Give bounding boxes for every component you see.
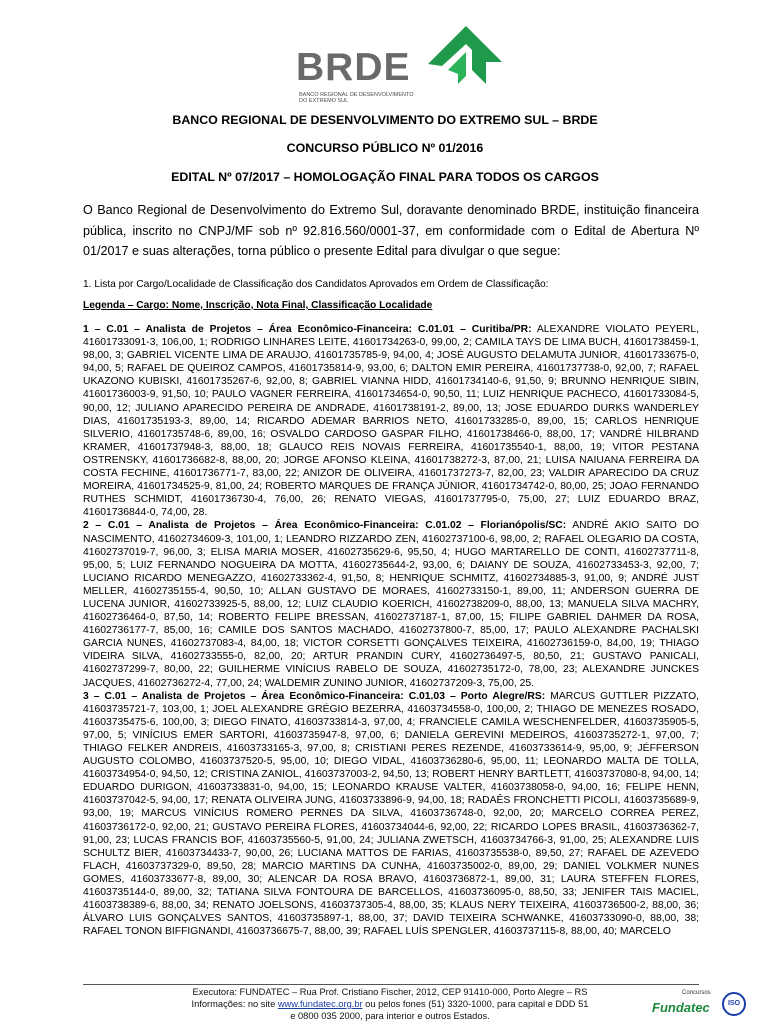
logo-subtitle-line1: BANCO REGIONAL DE DESENVOLVIMENTO	[299, 92, 414, 98]
section-title: 1. Lista por Cargo/Localidade de Classificação dos Candidatos Aprovados em Ordem de Classificação:	[83, 279, 549, 290]
section-text: ANDRÉ AKIO SAITO DO NASCIMENTO, 41602734609-3, 101,00, 1; LEANDRO RIZZARDO ZEN, 41602737100-6, 98,00, 2; RAFAEL OLEGARIO DA COSTA, 41602737019-7, 96,00, 3; ELISA MARIA MOSER, 41602735629-6, 95,50, 4; HUGO MARTARELLO DE CONTI, 41602737711-8, 95,00, 5; LUIZ FERNANDO NOGUEIRA DA MOTTA, 41602735644-2, 93,00, 6; DAIANY DE SOUZA, 41602733453-3, 92,00, 7; LUCIANO RICARDO MENEGAZZO, 41602733362-4, 91,50, 8; HENRIQUE SCHMITZ, 41602734885-3, 91,00, 9; ANDRÉ JUST MELLER, 41602735155-4, 90,50, 10; ALLAN GUSTAVO DE MORAES, 41602733150-1, 89,00, 11; ANDERSON GUERRA DE LUCENA JUNIOR, 41602733925-5, 88,00, 12; LUIZ CLAUDIO KOERICH, 41602738209-0, 88,00, 13; MANUELA SILVA MACHRY, 41602736464-0, 87,50, 14; ROBERTO FELIPE BRESSAN, 41602737187-1, 87,00, 15; FILIPE GABRIEL DAHMER DA ROSA, 41602736177-7, 85,00, 16; CAMILE DOS SANTOS MACHADO, 41602737800-7, 85,00, 17; PAULO ALEXANDRE PACHALSKI GARCIA NUNES, 41602737083-4, 84,00, 18; VICTOR CORSETTI GONÇALVES TEIXEIRA, 41602736159-0, 84,00, 19; THIAGO VIDEIRA SILVA, 41602733555-0, 82,00, 20; ARTUR PRANDIN CURY, 41602736497-5, 80,50, 21; GUSTAVO PANICALI, 41602737299-7, 80,00, 22; GUILHERME VINÍCIUS RABELO DE SOUZA, 41602735172-0, 78,00, 23; ALEXANDRE JUNCKES JACQUES, 41602736272-4, 77,00, 24; WALDEMIR ZUNINO JUNIOR, 41602737209-3, 75,00, 25.	[83, 520, 699, 689]
fundatec-concursos-label: Concursos	[682, 990, 711, 996]
footer-divider	[83, 984, 699, 985]
footer-line3: e 0800 035 2000, para interior e outros Estados.	[290, 1011, 490, 1021]
legend: Legenda – Cargo: Nome, Inscrição, Nota Final, Classificação Localidade	[83, 300, 433, 311]
results-list	[83, 323, 699, 938]
logo-subtitle-line2: DO EXTREMO SUL	[299, 98, 349, 104]
fundatec-website-link[interactable]: www.fundatec.org.br	[277, 999, 363, 1009]
section-curitiba	[83, 323, 699, 519]
section-heading: 3 – C.01 – Analista de Projetos – Área Econômico-Financeira: C.01.03 – Porto Alegre/RS:	[83, 690, 546, 702]
footer-line1: Executora: FUNDATEC – Rua Prof. Cristiano Fischer, 2012, CEP 91410-000, Porto Alegre – RS	[192, 987, 588, 997]
footer-text: Informações: no site	[191, 999, 278, 1009]
section-porto-alegre	[83, 690, 699, 939]
logo-wordmark: BRDE	[296, 46, 411, 89]
brde-logo	[296, 26, 502, 108]
section-heading: 1 – C.01 – Analista de Projetos – Área Econômico-Financeira: C.01.01 – Curitiba/PR:	[83, 324, 532, 335]
concurso-title: CONCURSO PÚBLICO Nº 01/2016	[286, 141, 484, 155]
footer	[150, 986, 630, 1022]
section-text: MARCUS GUTTLER PIZZATO, 41603735721-7, 103,00, 1; JOEL ALEXANDRE GRÉGIO BEZERRA, 41603734558-0, 100,00, 2; THIAGO DE MENEZES ROSADO, 41603735475-6, 100,00, 3; DIEGO FINATO, 41603733814-3, 97,00, 4; FRANCIELE CAMILA WESCHENFELDER, 41603735905-5, 97,00, 5; VINÍCIUS EMER SARTORI, 41603735947-8, 97,00, 6; DANIELA GEREVINI MEDEIROS, 41603735272-1, 97,00, 7; THIAGO FELKER ANDREIS, 41603733165-3, 97,00, 8; CRISTIANI PERES REZENDE, 41603733614-9, 95,00, 9; JÉFFERSON AUGUSTO COLOMBO, 41603737520-5, 95,00, 10; DIEGO VIDAL, 41603736280-6, 95,00, 11; LEONARDO MALTA DE TOLLA, 41603734954-0, 94,50, 12; CRISTINA ZANIOL, 41603737003-2, 94,50, 13; ROBERT HENRY BARTLETT, 41603737080-8, 94,00, 14; EDUARDO DURIGON, 41603733831-0, 94,00, 15; LEONARDO KRAUSE VALTER, 41603738058-0, 94,00, 16; FELIPE HENN, 41603737042-5, 94,00, 17; RENATA OLIVEIRA JUNG, 41603733896-9, 94,00, 18; RADAÊS FRONCHETTI PICOLI, 41603735689-9, 93,00, 19; MARCUS VINÍCIUS ROMERO PERNES DA SILVA, 41603736748-0, 92,00, 20; MARCELO CORREA PEREZ, 41603736172-0, 92,00, 21; GUSTAVO PEREIRA FLORES, 41603734044-6, 92,00, 22; RICARDO LOPES BRASIL, 41603736362-7, 91,00, 23; LUCAS FRANCIS BOF, 41603735560-5, 91,00, 24; JULIANA ZWETSCH, 41603734766-3, 91,00, 25; ALEXANDRE LUIS SCHULTZ BIER, 41603734433-7, 90,00, 26; LUCIANA MATTOS DE FARIAS, 41603735538-0, 89,50, 27; RAFAEL DE AZEVEDO FLACH, 41603737329-0, 89,50, 28; MARCIO MARTINS DA CUNHA, 41603735002-0, 89,00, 29; DANIEL VOLKMER NUNES GOMES, 41603733677-8, 89,00, 30; ALENCAR DA ROSA BRAVO, 41603736872-1, 89,00, 31; LAURA STEFFEN FLORES, 41603735144-0, 89,00, 32; TATIANA SILVA FONTOURA DE BARCELLOS, 41603736095-0, 88,50, 33; JENIFER TAIS MACIEL, 41603738389-6, 88,00, 34; RENATO JOELSONS, 41603737305-4, 88,00, 35; KLAUS NERY TEIXEIRA, 41603736500-2, 88,00, 36; ÁLVARO LUIS GONÇALVES SANTOS, 41603735897-1, 88,00, 37; DAVID TEIXEIRA SCHWANKE, 41603733090-0, 88,00, 38; RAFAEL TONON BIFFIGNANDI, 41603736675-7, 88,00, 39; RAFAEL LUÍS SPENGLER, 41603737115-8, 88,00, 40; MARCELO	[83, 690, 699, 938]
document-title: BANCO REGIONAL DE DESENVOLVIMENTO DO EXTREMO SUL – BRDE	[172, 113, 598, 127]
section-florianopolis	[83, 519, 699, 689]
fundatec-wordmark: Fundatec	[652, 1000, 710, 1015]
footer-text: ou pelos fones (51) 3320-1000, para capital e DDD 51	[362, 999, 589, 1009]
section-heading: 2 – C.01 – Analista de Projetos – Área Econômico-Financeira: C.01.02 – Florianópolis/SC:	[83, 520, 567, 532]
intro-paragraph: O Banco Regional de Desenvolvimento do Extremo Sul, doravante denominado BRDE, instituição financeira pública, inscrito no CNPJ/MF sob nº 92.816.560/0001-37, em conformidade com o Edital de Abertura Nº 01/2017 e suas alterações, torna público o presente Edital para divulgar o que segue:	[83, 203, 699, 258]
fundatec-logo	[646, 990, 716, 1018]
iso-badge-icon: ISO	[722, 992, 746, 1016]
footer-line2	[150, 998, 630, 1010]
section-text: ALEXANDRE VIOLATO PEYERL, 41601733091-3, 106,00, 1; RODRIGO LINHARES LEITE, 41601734263-0, 99,00, 2; CAMILA TAYS DE LIMA BUCH, 41601738459-1, 98,00, 3; GABRIEL VICENTE LIMA DE ARAUJO, 41601735785-9, 94,00, 4; JOSÉ AUGUSTO DELAMUTA JUNIOR, 41601733675-0, 94,00, 5; RAFAEL DE QUEIROZ CAMPOS, 41601735814-9, 93,00, 6; DALTON EMIR PEREIRA, 41601737738-0, 92,00, 7; RAFAEL UKAZONO KUBISKI, 41601735267-6, 92,00, 8; GABRIEL VIANNA HIDD, 41601734140-6, 91,50, 9; BRUNNO HENRIQUE SIBIN, 41601736003-9, 91,50, 10; PAULO VAGNER FERREIRA, 41601734654-0, 90,50, 11; LUIZ HENRIQUE PACHECO, 41601733084-5, 90,00, 12; JULIANO APARECIDO PEREIRA DE ANDRADE, 41601738191-2, 89,00, 13; JOSE EDUARDO DURKS WANDERLEY DIAS, 41601735193-3, 89,00, 14; RICARDO ADEMAR BARRIOS NETO, 41601733285-0, 89,00, 15; CARLOS HENRIQUE SILVERIO, 41601735748-6, 89,00, 16; OSVALDO CARDOSO GASPAR FILHO, 41601738466-0, 88,00, 17; VANDRÉ HILBRAND KRAMER, 41601737948-3, 88,00, 18; GLAUCO REIS NOVAIS FERREIRA, 41601735540-1, 88,00, 19; VITOR PESTANA OSTRENSKY, 41601736682-8, 88,00, 20; JORGE AFONSO KLEINA, 41601738272-3, 87,00, 21; LUISA NAIUANA FERREIRA DA COSTA FECHINE, 41601736771-7, 83,00, 22; ANIZOR DE OLIVEIRA, 41601737273-7, 82,00, 23; VALDIR APARECIDO DA CRUZ MOREIRA, 41601734525-9, 81,00, 24; ROBERTO MARQUES DE FRANÇA JÚNIOR, 41601734742-0, 80,00, 25; JOAO FERNANDO RUTHES SCHMIDT, 41601736730-4, 76,00, 26; RENATO VIEGAS, 41601737795-0, 75,00, 27; LUIZ EDUARDO BRAZ, 41601736844-0, 74,00, 28.	[83, 324, 699, 519]
brde-emblem-icon	[428, 26, 502, 94]
edital-title: EDITAL Nº 07/2017 – HOMOLOGAÇÃO FINAL PARA TODOS OS CARGOS	[171, 170, 599, 184]
